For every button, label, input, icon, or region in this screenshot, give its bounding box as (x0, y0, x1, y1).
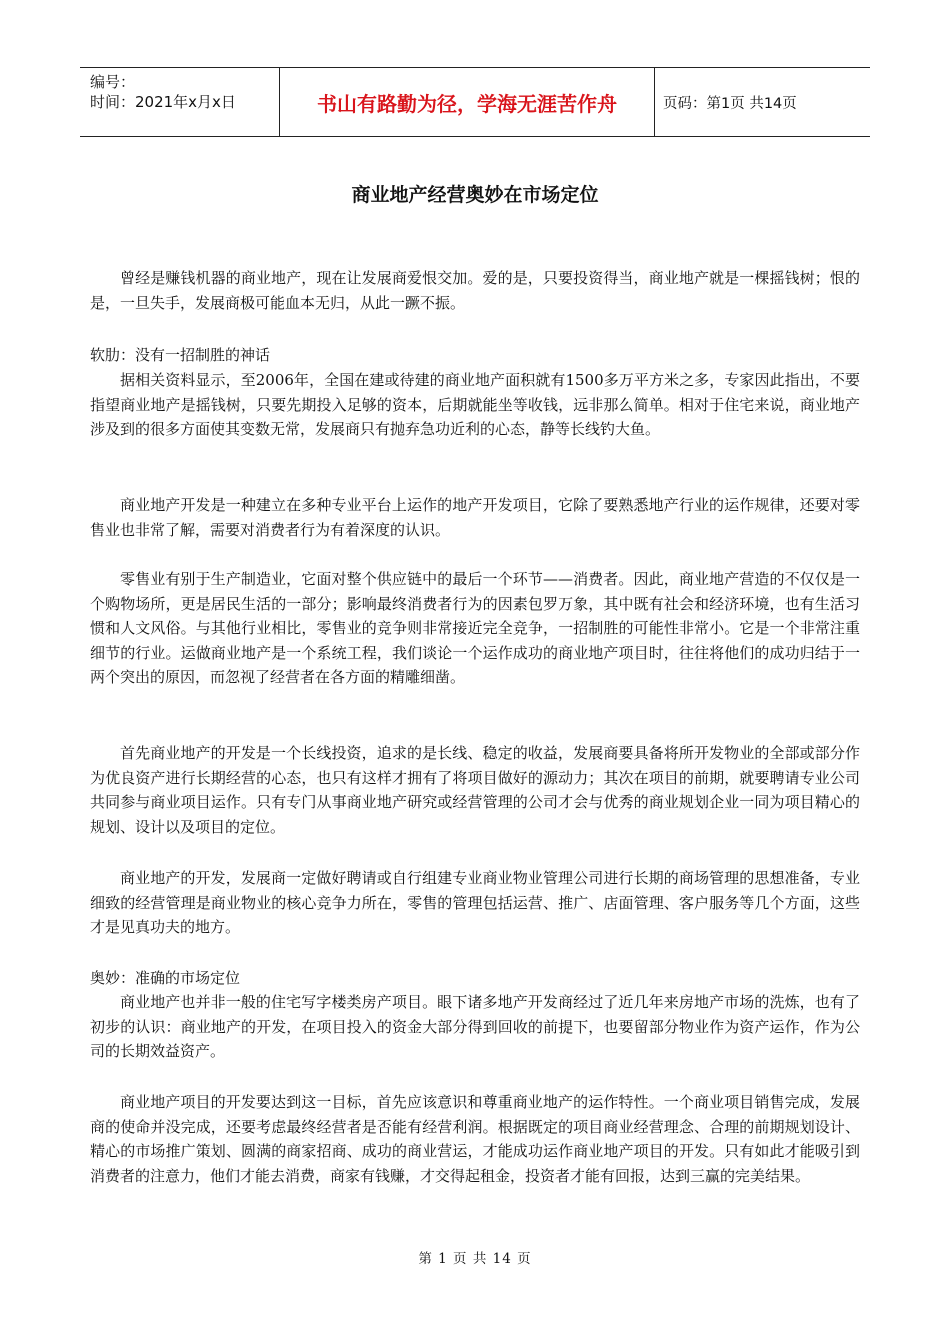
page-info-text: 页码：第1页 共14页 (663, 95, 797, 112)
intro-paragraph: 曾经是赚钱机器的商业地产，现在让发展商爱恨交加。爱的是，只要投资得当，商业地产就是一棵摇钱树；恨的是，一旦失手，发展商极可能血本无归，从此一蹶不振。 (90, 269, 860, 312)
section1-paragraph-2: 商业地产开发是一种建立在多种专业平台上运作的地产开发项目，它除了要熟悉地产行业的运作规律，还要对零售业也非常了解，需要对消费者行为有着深度的认识。 (90, 496, 860, 539)
motto-text: 书山有路勤为径，学海无涯苦作舟 (317, 91, 617, 116)
section2-paragraph-1: 商业地产也并非一般的住宅写字楼类房产项目。眼下诸多地产开发商经过了近几年来房地产市场的洗炼，也有了初步的认识：商业地产的开发，在项目投入的资金大部分得到回收的前提下，也要留部分物业作为资产运作，作为公司的长期效益资产。 (90, 993, 860, 1061)
section1-paragraph-4: 首先商业地产的开发是一个长线投资，追求的是长线、稳定的收益，发展商要具备将所开发物业的全部或部分作为优良资产进行长期经营的心态，也只有这样才拥有了将项目做好的源动力；其次在项目的前期，就要聘请专业公司共同参与商业项目运作。只有专门从事商业地产研究或经营管理的公司才会与优秀的商业规划企业一同为项目精心的规划、设计以及项目的定位。 (90, 744, 860, 836)
number-label: 编号： (90, 73, 136, 91)
section1-paragraph-5: 商业地产的开发，发展商一定做好聘请或自行组建专业商业物业管理公司进行长期的商场管理的思想准备，专业细致的经营管理是商业物业的核心竞争力所在，零售的管理包括运营、推广、店面管理、客户服务等几个方面，这些才是见真功夫的地方。 (90, 869, 860, 937)
page-info-cell (655, 68, 870, 136)
header-meta-cell (80, 68, 280, 136)
section1-paragraph-1: 据相关资料显示，至2006年，全国在建或待建的商业地产面积就有1500多万平方米之多，专家因此指出，不要指望商业地产是摇钱树，只要先期投入足够的资本，后期就能坐等收钱，远非那么简单。相对于住宅来说，商业地产涉及到的很多方面使其变数无常，发展商只有抛弃急功近利的心态，静等长线钓大鱼。 (90, 371, 860, 439)
document-title: 商业地产经营奥妙在市场定位 (351, 184, 599, 206)
date-label: 时间：2021年x月x日 (90, 93, 236, 111)
section1-paragraph-3: 零售业有别于生产制造业，它面对整个供应链中的最后一个环节——消费者。因此，商业地产营造的不仅仅是一个购物场所，更是居民生活的一部分；影响最终消费者行为的因素包罗万象，其中既有社会和经济环境，也有生活习惯和人文风俗。与其他行业相比，零售业的竞争则非常接近完全竞争，一招制胜的可能性非常小。它是一个非常注重细节的行业。运做商业地产是一个系统工程，我们谈论一个运作成功的商业地产项目时，往往将他们的成功归结于一两个突出的原因，而忽视了经营者在各方面的精雕细凿。 (90, 570, 860, 687)
motto-cell (280, 68, 655, 136)
page-footer: 第 1 页 共 14 页 (418, 1251, 532, 1267)
section1-heading: 软肋：没有一招制胜的神话 (90, 346, 271, 364)
section2-heading: 奥妙：准确的市场定位 (90, 969, 241, 987)
section2-paragraph-2: 商业地产项目的开发要达到这一目标，首先应该意识和尊重商业地产的运作特性。一个商业项目销售完成，发展商的使命并没完成，还要考虑最终经营者是否能有经营利润。根据既定的项目商业经营理念、合理的前期规划设计、精心的市场推广策划、圆满的商家招商、成功的商业营运，才能成功运作商业地产项目的开发。只有如此才能吸引到消费者的注意力，他们才能去消费，商家有钱赚，才交得起租金，投资者才能有回报，达到三赢的完美结果。 (90, 1093, 860, 1185)
header-table (80, 67, 870, 137)
